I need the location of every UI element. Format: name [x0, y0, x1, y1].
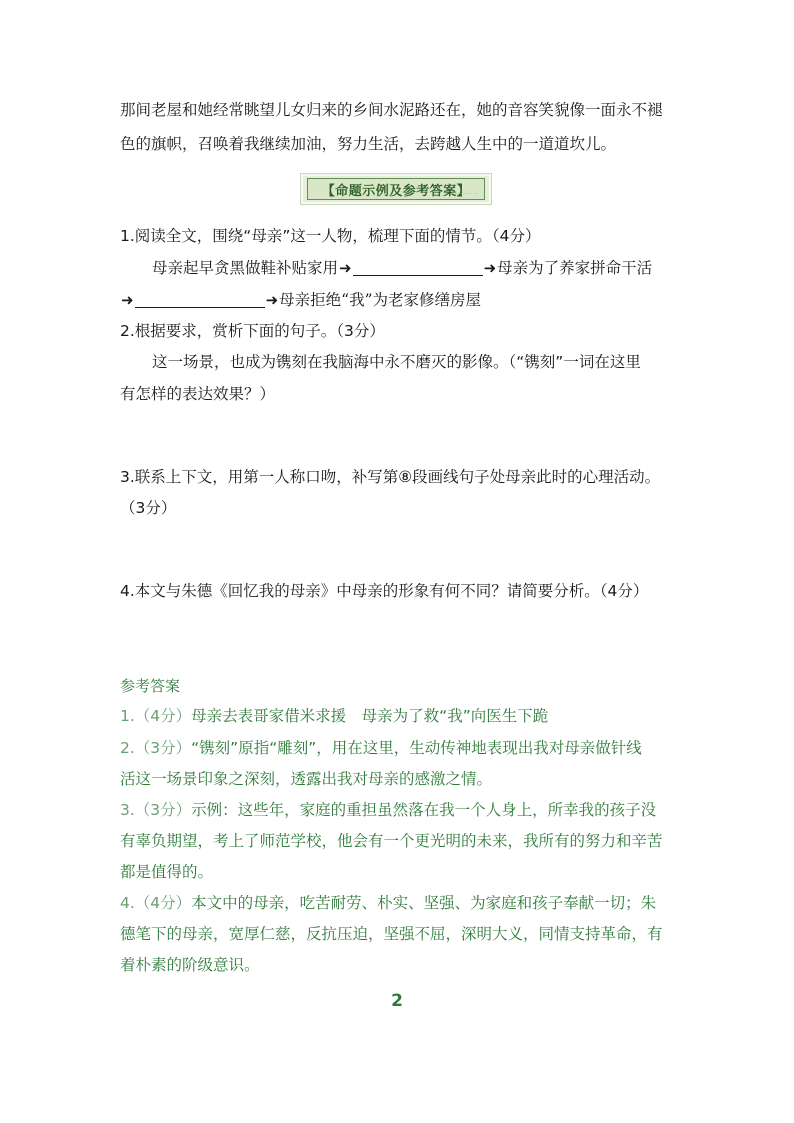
answer-2-number: 2.（3分） — [120, 739, 192, 757]
question-1-prompt: 1.阅读全文，围绕“母亲”这一人物，梳理下面的情节。（4分） — [120, 227, 541, 245]
answer-4-line-3: 着朴素的阶级意识。 — [120, 956, 260, 974]
answer-blank-1[interactable] — [353, 259, 483, 276]
answer-1-text: 母亲去表哥家借米求援 母亲为了救“我”向医生下跪 — [191, 707, 549, 725]
arrow-right-icon: ➜ — [339, 259, 352, 277]
answer-3-line-2: 有辜负期望，考上了师范学校，他会有一个更光明的未来，我所有的努力和辛苦 — [120, 832, 663, 850]
answer-3-line-3: 都是值得的。 — [120, 863, 214, 881]
question-2-prompt: 2.根据要求，赏析下面的句子。（3分） — [120, 322, 385, 340]
question-2-quote: 这一场景，也成为镌刻在我脑海中永不磨灭的影像。 — [152, 353, 509, 371]
question-2-ask-a: （“镌刻”一词在这里 — [508, 353, 641, 371]
answer-4-line-2: 德笔下的母亲，宽厚仁慈，反抗压迫，坚强不屈，深明大义，同情支持革命，有 — [120, 925, 663, 943]
page-number: 2 — [391, 991, 403, 1011]
answer-2-line-1 — [120, 738, 680, 758]
answer-4-line-1 — [120, 893, 680, 913]
answer-4-number: 4.（4分） — [120, 894, 192, 912]
question-2-ask-b: 有怎样的表达效果？） — [120, 385, 276, 403]
chain-step-c: 母亲拒绝“我”为老家修缮房屋 — [279, 291, 482, 309]
answer-2-text-1: “镌刻”原指“雕刻”，用在这里，生动传神地表现出我对母亲做针线 — [191, 739, 642, 757]
question-1-chain-line-1 — [152, 258, 682, 278]
arrow-right-icon: ➜ — [265, 291, 279, 309]
arrow-right-icon: ➜ — [483, 259, 497, 277]
question-1-chain-line-2 — [120, 290, 680, 310]
answer-3-number: 3.（3分） — [120, 801, 192, 819]
answer-3-line-1 — [120, 800, 680, 820]
chain-step-a: 母亲起早贪黑做鞋补贴家用 — [152, 259, 339, 277]
passage-line-2: 色的旗帜，召唤着我继续加油，努力生活，去跨越人生中的一道道坎儿。 — [120, 135, 617, 153]
banner-decoration — [451, 193, 477, 202]
section-banner-title: 【命题示例及参考答案】 — [321, 183, 471, 199]
answer-blank-2[interactable] — [135, 291, 265, 308]
question-4-prompt: 4.本文与朱德《回忆我的母亲》中母亲的形象有何不同？请简要分析。（4分） — [120, 582, 649, 600]
chain-step-b: 母亲为了养家拼命干活 — [497, 259, 653, 277]
answer-3-text-1: 示例：这些年，家庭的重担虽然落在我一个人身上，所幸我的孩子没 — [191, 801, 657, 819]
answer-2-line-2: 活这一场景印象之深刻，透露出我对母亲的感激之情。 — [120, 770, 493, 788]
passage-line-1: 那间老屋和她经常眺望儿女归来的乡间水泥路还在，她的音容笑貌像一面永不褪 — [120, 101, 663, 119]
answer-1 — [120, 706, 680, 726]
question-2-quote-line — [152, 352, 682, 372]
question-3-prompt-b: （3分） — [120, 499, 177, 517]
answer-4-text-1: 本文中的母亲，吃苦耐劳、朴实、坚强、为家庭和孩子奉献一切；朱 — [191, 894, 657, 912]
question-3-prompt-a: 3.联系上下文，用第一人称口吻，补写第⑧段画线句子处母亲此时的心理活动。 — [120, 468, 661, 486]
section-banner — [300, 173, 492, 205]
answer-1-number: 1.（4分） — [120, 707, 192, 725]
arrow-right-icon: ➜ — [121, 291, 134, 309]
answers-heading: 参考答案 — [120, 677, 181, 695]
